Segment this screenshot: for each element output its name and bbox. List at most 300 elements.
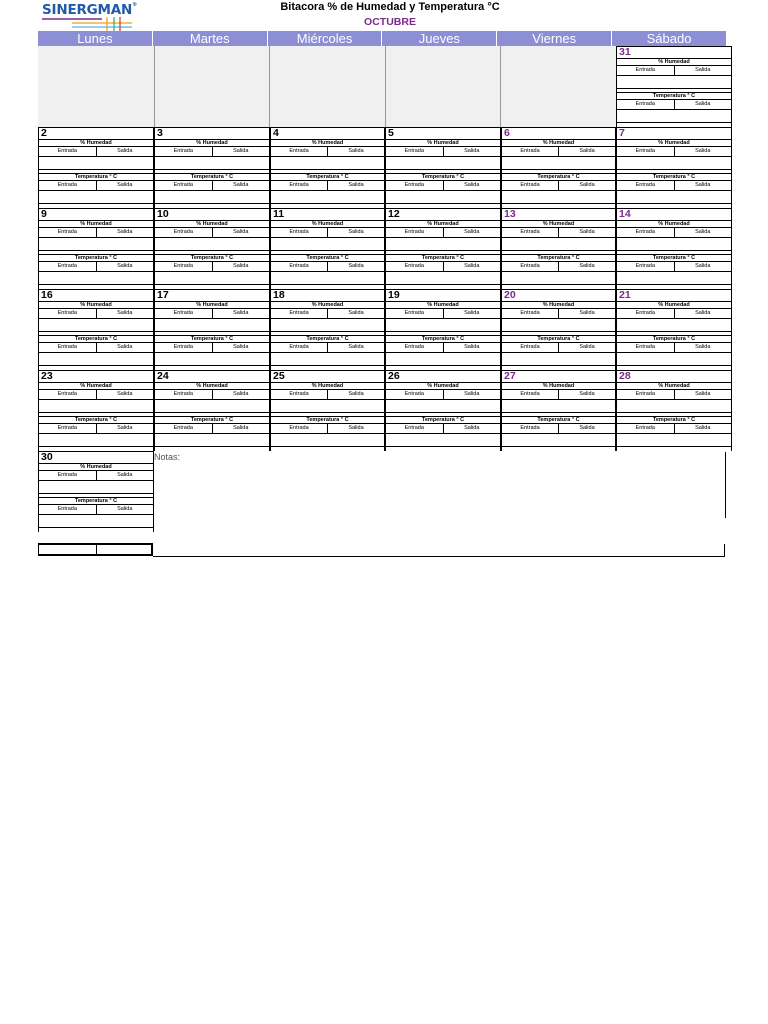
- weekday-monday: Lunes: [38, 31, 153, 47]
- day-number: 12: [388, 208, 400, 220]
- entrada-label: Entrada: [502, 342, 559, 352]
- humidity-label: % Humedad: [502, 301, 615, 309]
- temperature-input-row[interactable]: [155, 353, 269, 366]
- entrada-label: Entrada: [502, 308, 559, 318]
- salida-label: Salida: [348, 310, 364, 316]
- humidity-label: % Humedad: [386, 220, 500, 228]
- temperature-input-row[interactable]: [617, 110, 731, 123]
- salida-label: Salida: [464, 148, 480, 154]
- salida-label: Salida: [233, 229, 249, 235]
- month-label: OCTUBRE: [364, 16, 416, 28]
- temperature-input-row[interactable]: [271, 191, 384, 204]
- humidity-label: % Humedad: [271, 301, 384, 309]
- humidity-columns: [155, 389, 269, 400]
- weekday-tuesday: Martes: [153, 31, 268, 47]
- day-cell: [154, 370, 270, 451]
- humidity-columns: [155, 308, 269, 319]
- day-cell: [269, 289, 385, 370]
- temperature-input-row[interactable]: [502, 434, 615, 447]
- salida-label: Salida: [348, 344, 364, 350]
- salida-label: Salida: [464, 425, 480, 431]
- salida-label: Salida: [233, 391, 249, 397]
- day-number: 6: [504, 127, 510, 139]
- humidity-columns: [502, 146, 615, 157]
- humidity-columns: [39, 470, 153, 481]
- humidity-label: % Humedad: [502, 139, 615, 147]
- footer-box: [38, 543, 153, 556]
- salida-label: Salida: [348, 391, 364, 397]
- day-number: 20: [504, 289, 516, 301]
- day-number: 26: [388, 370, 400, 382]
- salida-label: Salida: [464, 391, 480, 397]
- entrada-label: Entrada: [386, 342, 444, 352]
- temperature-input-row[interactable]: [502, 191, 615, 204]
- humidity-label: % Humedad: [617, 58, 731, 66]
- humidity-columns: [39, 389, 153, 400]
- salida-label: Salida: [579, 148, 595, 154]
- day-cell: [616, 208, 732, 289]
- day-cell: [269, 127, 385, 208]
- day-number: 19: [388, 289, 400, 301]
- entrada-label: Entrada: [617, 146, 675, 156]
- humidity-columns: [39, 308, 153, 319]
- humidity-label: % Humedad: [39, 220, 153, 228]
- humidity-columns: [39, 146, 153, 157]
- humidity-input-row[interactable]: [271, 400, 384, 413]
- temperature-label: Temperatura ° C: [155, 173, 269, 181]
- day-number: 25: [273, 370, 285, 382]
- entrada-label: Entrada: [39, 146, 97, 156]
- humidity-input-row[interactable]: [502, 400, 615, 413]
- humidity-columns: [386, 389, 500, 400]
- salida-label: Salida: [233, 148, 249, 154]
- empty-day-divider: [500, 46, 501, 127]
- temperature-label: Temperatura ° C: [617, 173, 731, 181]
- entrada-label: Entrada: [39, 342, 97, 352]
- day-cell: [500, 370, 616, 451]
- day-number: 11: [273, 208, 285, 220]
- salida-label: Salida: [695, 101, 711, 107]
- temperature-input-row[interactable]: [271, 272, 384, 285]
- humidity-input-row[interactable]: [502, 238, 615, 251]
- temperature-columns: [386, 180, 500, 191]
- salida-label: Salida: [695, 310, 711, 316]
- humidity-label: % Humedad: [155, 139, 269, 147]
- day-number: 18: [273, 289, 285, 301]
- day-cell: [616, 370, 732, 451]
- humidity-input-row[interactable]: [155, 400, 269, 413]
- temperature-columns: [39, 261, 153, 272]
- humidity-label: % Humedad: [39, 463, 153, 471]
- salida-label: Salida: [348, 263, 364, 269]
- humidity-columns: [502, 227, 615, 238]
- salida-label: Salida: [117, 263, 133, 269]
- entrada-label: Entrada: [155, 423, 213, 433]
- entrada-label: Entrada: [155, 342, 213, 352]
- entrada-label: Entrada: [617, 389, 675, 399]
- day-cell: [154, 208, 270, 289]
- humidity-label: % Humedad: [39, 382, 153, 390]
- temperature-columns: [386, 423, 500, 434]
- day-number: 17: [157, 289, 169, 301]
- salida-label: Salida: [579, 344, 595, 350]
- salida-label: Salida: [464, 229, 480, 235]
- temperature-label: Temperatura ° C: [386, 335, 500, 343]
- entrada-label: Entrada: [386, 146, 444, 156]
- day-number: 13: [504, 208, 516, 220]
- humidity-input-row[interactable]: [386, 157, 500, 170]
- temperature-label: Temperatura ° C: [271, 416, 384, 424]
- temperature-input-row[interactable]: [617, 434, 731, 447]
- humidity-input-row[interactable]: [271, 157, 384, 170]
- salida-label: Salida: [464, 263, 480, 269]
- salida-label: Salida: [695, 67, 711, 73]
- humidity-input-row[interactable]: [502, 319, 615, 332]
- salida-label: Salida: [117, 148, 133, 154]
- humidity-label: % Humedad: [386, 301, 500, 309]
- salida-label: Salida: [117, 344, 133, 350]
- temperature-columns: [155, 423, 269, 434]
- entrada-label: Entrada: [502, 261, 559, 271]
- humidity-input-row[interactable]: [39, 157, 153, 170]
- temperature-columns: [617, 180, 731, 191]
- temperature-label: Temperatura ° C: [39, 497, 153, 505]
- temperature-columns: [155, 342, 269, 353]
- humidity-input-row[interactable]: [39, 481, 153, 494]
- entrada-label: Entrada: [502, 227, 559, 237]
- salida-label: Salida: [695, 425, 711, 431]
- salida-label: Salida: [348, 229, 364, 235]
- humidity-columns: [155, 146, 269, 157]
- day-cell: [500, 289, 616, 370]
- temperature-columns: [617, 261, 731, 272]
- salida-label: Salida: [348, 182, 364, 188]
- day-number: 23: [41, 370, 53, 382]
- salida-label: Salida: [579, 425, 595, 431]
- humidity-label: % Humedad: [386, 382, 500, 390]
- salida-label: Salida: [695, 182, 711, 188]
- entrada-label: Entrada: [155, 308, 213, 318]
- temperature-input-row[interactable]: [155, 272, 269, 285]
- humidity-columns: [39, 227, 153, 238]
- empty-days-area: [38, 46, 617, 128]
- humidity-input-row[interactable]: [502, 157, 615, 170]
- temperature-input-row[interactable]: [155, 191, 269, 204]
- salida-label: Salida: [695, 148, 711, 154]
- temperature-input-row[interactable]: [39, 191, 153, 204]
- temperature-input-row[interactable]: [39, 272, 153, 285]
- humidity-label: % Humedad: [271, 220, 384, 228]
- temperature-columns: [617, 99, 731, 110]
- humidity-input-row[interactable]: [155, 238, 269, 251]
- entrada-label: Entrada: [386, 308, 444, 318]
- salida-label: Salida: [117, 310, 133, 316]
- temperature-label: Temperatura ° C: [502, 416, 615, 424]
- temperature-input-row[interactable]: [617, 272, 731, 285]
- temperature-input-row[interactable]: [39, 353, 153, 366]
- weekday-wednesday: Miércoles: [268, 31, 383, 47]
- entrada-label: Entrada: [39, 389, 97, 399]
- entrada-label: Entrada: [39, 504, 97, 514]
- entrada-label: Entrada: [617, 423, 675, 433]
- humidity-label: % Humedad: [271, 382, 384, 390]
- day-number: 30: [41, 451, 53, 463]
- temperature-input-row[interactable]: [386, 353, 500, 366]
- entrada-label: Entrada: [155, 389, 213, 399]
- temperature-input-row[interactable]: [386, 191, 500, 204]
- day-number: 21: [619, 289, 631, 301]
- day-cell: [616, 289, 732, 370]
- weekday-header: [38, 31, 726, 47]
- temperature-label: Temperatura ° C: [617, 92, 731, 100]
- humidity-label: % Humedad: [617, 301, 731, 309]
- humidity-input-row[interactable]: [39, 238, 153, 251]
- day-number: 16: [41, 289, 53, 301]
- day-cell: [269, 370, 385, 451]
- temperature-columns: [39, 180, 153, 191]
- day-cell: [269, 208, 385, 289]
- humidity-columns: [386, 308, 500, 319]
- day-cell: [616, 46, 732, 127]
- humidity-input-row[interactable]: [386, 400, 500, 413]
- temperature-columns: [502, 261, 615, 272]
- temperature-columns: [386, 342, 500, 353]
- humidity-label: % Humedad: [617, 139, 731, 147]
- entrada-label: Entrada: [386, 389, 444, 399]
- entrada-label: Entrada: [386, 423, 444, 433]
- temperature-columns: [271, 342, 384, 353]
- temperature-label: Temperatura ° C: [39, 335, 153, 343]
- humidity-label: % Humedad: [39, 301, 153, 309]
- entrada-label: Entrada: [617, 308, 675, 318]
- entrada-label: Entrada: [155, 261, 213, 271]
- entrada-label: Entrada: [39, 470, 97, 480]
- temperature-input-row[interactable]: [502, 353, 615, 366]
- humidity-columns: [271, 146, 384, 157]
- temperature-label: Temperatura ° C: [271, 254, 384, 262]
- temperature-columns: [155, 261, 269, 272]
- salida-label: Salida: [117, 182, 133, 188]
- temperature-columns: [502, 342, 615, 353]
- day-cell: [385, 208, 501, 289]
- humidity-input-row[interactable]: [386, 238, 500, 251]
- temperature-input-row[interactable]: [39, 434, 153, 447]
- temperature-columns: [39, 342, 153, 353]
- salida-label: Salida: [233, 310, 249, 316]
- entrada-label: Entrada: [39, 227, 97, 237]
- temperature-columns: [617, 342, 731, 353]
- temperature-label: Temperatura ° C: [617, 416, 731, 424]
- temperature-label: Temperatura ° C: [155, 416, 269, 424]
- temperature-input-row[interactable]: [617, 353, 731, 366]
- page-title: Bitacora % de Humedad y Temperatura °C: [280, 1, 500, 13]
- temperature-label: Temperatura ° C: [155, 335, 269, 343]
- temperature-label: Temperatura ° C: [617, 254, 731, 262]
- temperature-columns: [271, 261, 384, 272]
- salida-label: Salida: [117, 391, 133, 397]
- temperature-columns: [39, 504, 153, 515]
- humidity-label: % Humedad: [386, 139, 500, 147]
- empty-day-divider: [154, 46, 155, 127]
- entrada-label: Entrada: [39, 180, 97, 190]
- temperature-columns: [271, 423, 384, 434]
- humidity-label: % Humedad: [271, 139, 384, 147]
- day-cell: [500, 127, 616, 208]
- entrada-label: Entrada: [617, 227, 675, 237]
- humidity-label: % Humedad: [617, 220, 731, 228]
- humidity-label: % Humedad: [155, 220, 269, 228]
- day-number: 2: [41, 127, 47, 139]
- humidity-input-row[interactable]: [39, 400, 153, 413]
- entrada-label: Entrada: [271, 227, 328, 237]
- temperature-label: Temperatura ° C: [386, 254, 500, 262]
- temperature-input-row[interactable]: [617, 191, 731, 204]
- day-number: 3: [157, 127, 163, 139]
- day-cell: [385, 289, 501, 370]
- entrada-label: Entrada: [617, 342, 675, 352]
- temperature-label: Temperatura ° C: [155, 254, 269, 262]
- temperature-columns: [271, 180, 384, 191]
- salida-label: Salida: [579, 182, 595, 188]
- day-cell: [500, 208, 616, 289]
- humidity-input-row[interactable]: [617, 157, 731, 170]
- footer-line: [153, 556, 725, 557]
- humidity-columns: [502, 389, 615, 400]
- salida-label: Salida: [579, 263, 595, 269]
- day-number: 7: [619, 127, 625, 139]
- day-cell: [154, 289, 270, 370]
- entrada-label: Entrada: [271, 308, 328, 318]
- salida-label: Salida: [579, 391, 595, 397]
- temperature-input-row[interactable]: [386, 434, 500, 447]
- weekday-thursday: Jueves: [382, 31, 497, 47]
- entrada-label: Entrada: [617, 99, 675, 109]
- temperature-input-row[interactable]: [155, 434, 269, 447]
- entrada-label: Entrada: [386, 180, 444, 190]
- day-cell: [38, 208, 154, 289]
- humidity-input-row[interactable]: [617, 319, 731, 332]
- temperature-label: Temperatura ° C: [502, 335, 615, 343]
- day-cell: [38, 451, 154, 532]
- salida-label: Salida: [695, 344, 711, 350]
- humidity-input-row[interactable]: [617, 76, 731, 89]
- entrada-label: Entrada: [502, 146, 559, 156]
- salida-label: Salida: [117, 229, 133, 235]
- day-number: 10: [157, 208, 169, 220]
- humidity-label: % Humedad: [155, 301, 269, 309]
- day-number: 9: [41, 208, 47, 220]
- temperature-columns: [39, 423, 153, 434]
- entrada-label: Entrada: [155, 146, 213, 156]
- humidity-input-row[interactable]: [271, 238, 384, 251]
- temperature-columns: [155, 180, 269, 191]
- entrada-label: Entrada: [155, 180, 213, 190]
- humidity-columns: [617, 146, 731, 157]
- temperature-columns: [502, 180, 615, 191]
- temperature-label: Temperatura ° C: [271, 173, 384, 181]
- humidity-input-row[interactable]: [271, 319, 384, 332]
- humidity-input-row[interactable]: [617, 238, 731, 251]
- weekday-friday: Viernes: [497, 31, 612, 47]
- day-number: 24: [157, 370, 169, 382]
- humidity-input-row[interactable]: [39, 319, 153, 332]
- humidity-label: % Humedad: [617, 382, 731, 390]
- entrada-label: Entrada: [39, 423, 97, 433]
- weekday-saturday: Sábado: [646, 31, 692, 46]
- day-cell: [616, 127, 732, 208]
- entrada-label: Entrada: [271, 342, 328, 352]
- salida-label: Salida: [579, 229, 595, 235]
- humidity-columns: [155, 227, 269, 238]
- humidity-input-row[interactable]: [155, 319, 269, 332]
- entrada-label: Entrada: [386, 227, 444, 237]
- temperature-columns: [502, 423, 615, 434]
- humidity-columns: [502, 308, 615, 319]
- temperature-input-row[interactable]: [271, 434, 384, 447]
- salida-label: Salida: [464, 344, 480, 350]
- temperature-label: Temperatura ° C: [386, 173, 500, 181]
- temperature-label: Temperatura ° C: [502, 254, 615, 262]
- temperature-label: Temperatura ° C: [502, 173, 615, 181]
- notes-area[interactable]: [153, 452, 726, 518]
- day-cell: [154, 127, 270, 208]
- entrada-label: Entrada: [617, 261, 675, 271]
- day-number: 28: [619, 370, 631, 382]
- temperature-input-row[interactable]: [271, 353, 384, 366]
- temperature-input-row[interactable]: [39, 515, 153, 528]
- footer-end-line: [724, 544, 725, 556]
- notes-label: Notas:: [154, 452, 181, 462]
- salida-label: Salida: [695, 263, 711, 269]
- entrada-label: Entrada: [271, 180, 328, 190]
- temperature-label: Temperatura ° C: [39, 254, 153, 262]
- humidity-input-row[interactable]: [617, 400, 731, 413]
- humidity-input-row[interactable]: [386, 319, 500, 332]
- entrada-label: Entrada: [39, 308, 97, 318]
- temperature-label: Temperatura ° C: [39, 173, 153, 181]
- humidity-columns: [617, 308, 731, 319]
- salida-label: Salida: [464, 310, 480, 316]
- humidity-label: % Humedad: [39, 139, 153, 147]
- temperature-input-row[interactable]: [386, 272, 500, 285]
- humidity-columns: [271, 227, 384, 238]
- humidity-label: % Humedad: [502, 382, 615, 390]
- day-cell: [38, 370, 154, 451]
- salida-label: Salida: [233, 425, 249, 431]
- day-number: 31: [619, 46, 631, 58]
- humidity-columns: [271, 389, 384, 400]
- salida-label: Salida: [348, 425, 364, 431]
- salida-label: Salida: [464, 182, 480, 188]
- entrada-label: Entrada: [502, 423, 559, 433]
- humidity-label: % Humedad: [502, 220, 615, 228]
- day-cell: [385, 370, 501, 451]
- salida-label: Salida: [579, 310, 595, 316]
- temperature-input-row[interactable]: [502, 272, 615, 285]
- humidity-columns: [617, 389, 731, 400]
- entrada-label: Entrada: [617, 180, 675, 190]
- entrada-label: Entrada: [502, 180, 559, 190]
- humidity-columns: [271, 308, 384, 319]
- entrada-label: Entrada: [271, 146, 328, 156]
- day-number: 14: [619, 208, 631, 220]
- entrada-label: Entrada: [271, 261, 328, 271]
- humidity-input-row[interactable]: [155, 157, 269, 170]
- humidity-columns: [386, 227, 500, 238]
- salida-label: Salida: [695, 229, 711, 235]
- entrada-label: Entrada: [502, 389, 559, 399]
- humidity-columns: [386, 146, 500, 157]
